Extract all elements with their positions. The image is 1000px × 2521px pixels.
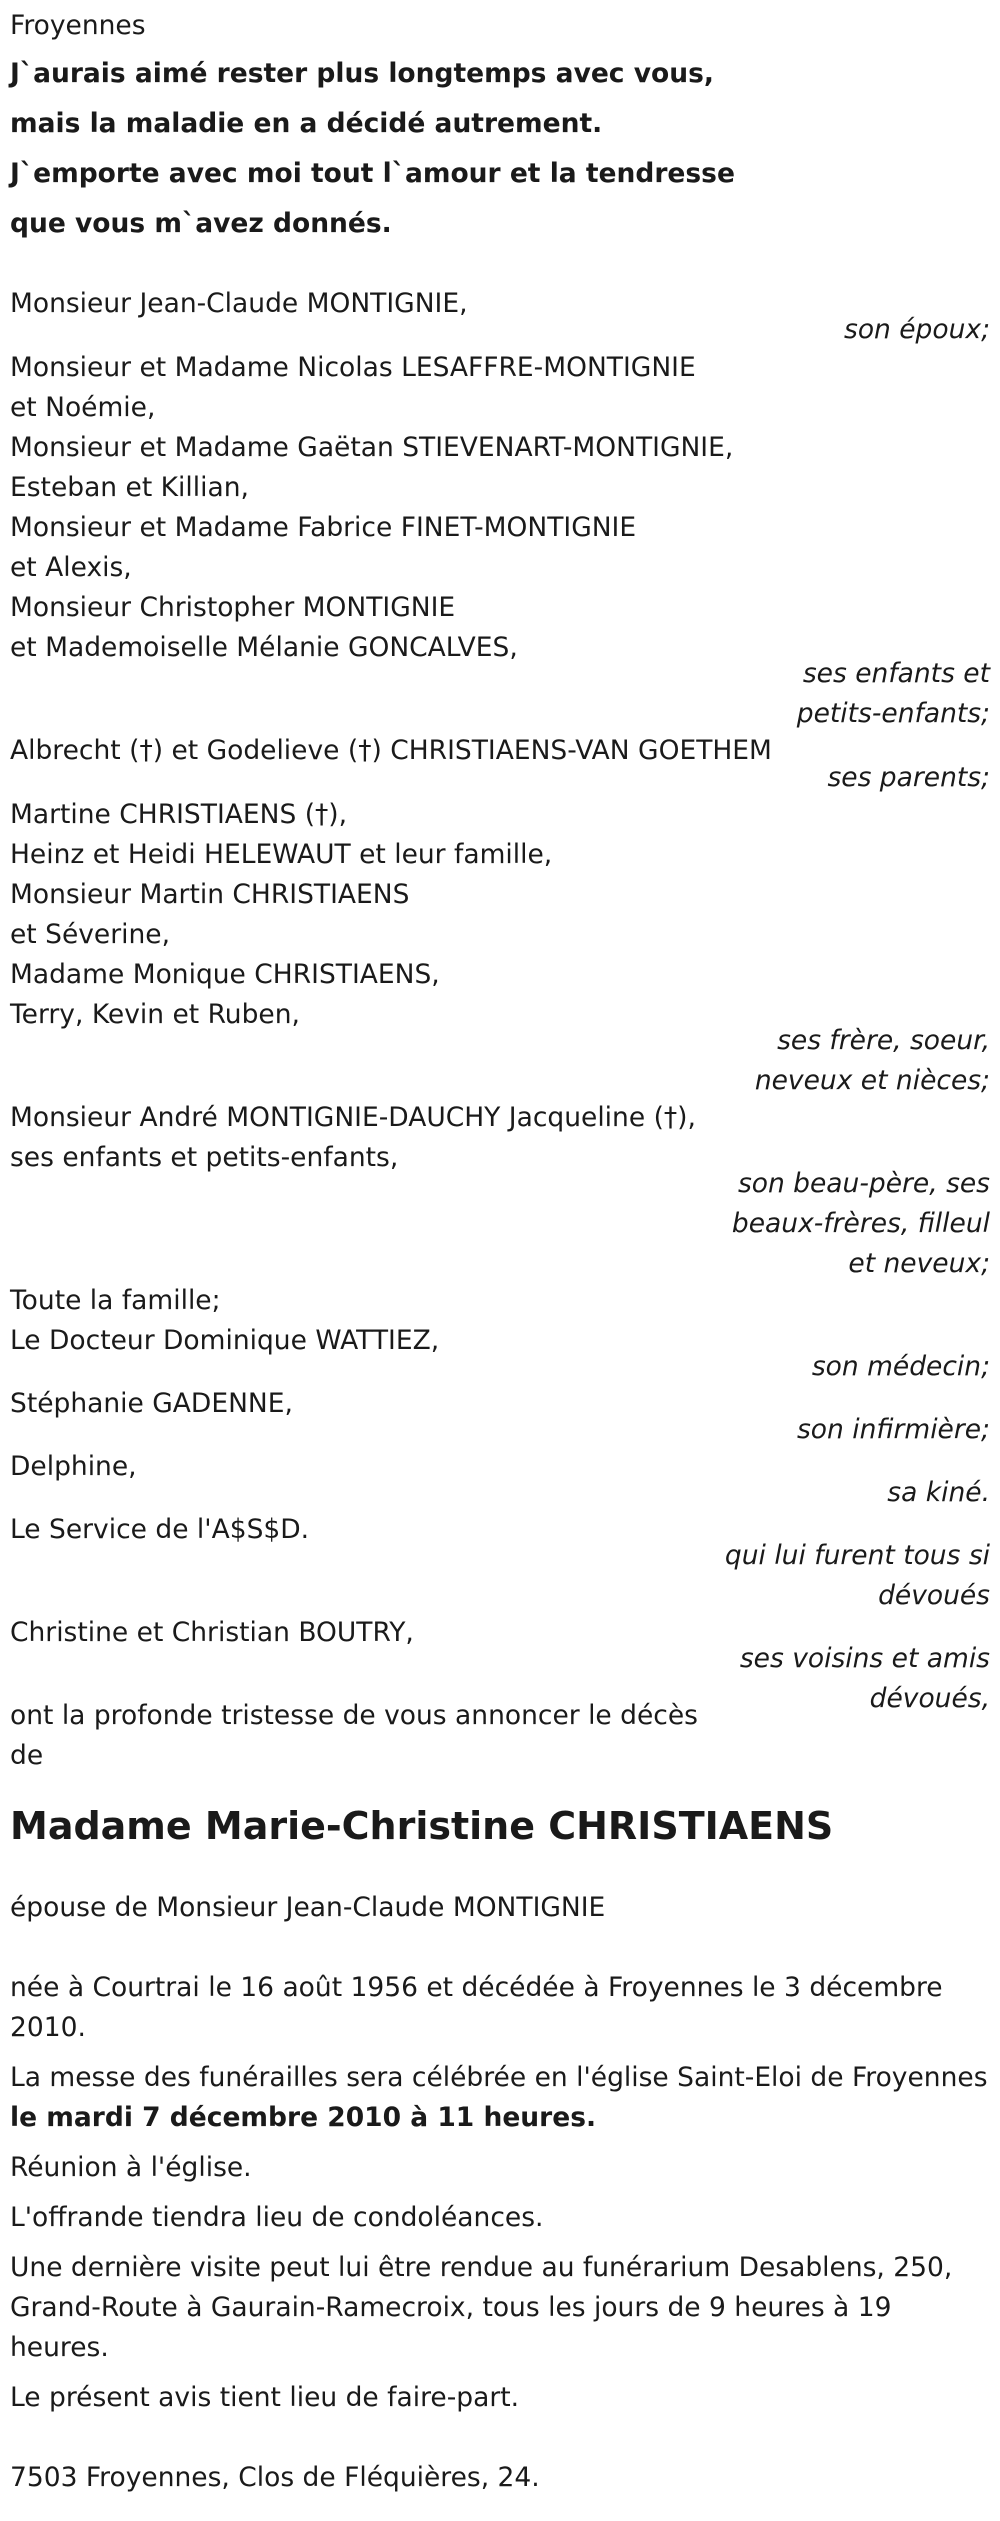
announcement-line: de (10, 1740, 44, 1771)
inlaws-role: et neveux; (848, 1248, 990, 1279)
poem-line: que vous m`avez donnés. (10, 208, 392, 239)
siblings-role: ses frère, soeur, (777, 1025, 990, 1056)
visit-line: Grand-Route à Gaurain-Ramecroix, tous les jours de 9 heures à 19 (10, 2292, 892, 2323)
place-heading: Froyennes (10, 10, 146, 41)
notice-line: Le présent avis tient lieu de faire-part. (10, 2382, 520, 2413)
announcement-line: ont la profonde tristesse de vous annoncer le décès (10, 1700, 698, 1731)
siblings-line: Martine CHRISTIAENS (†), (10, 799, 348, 830)
mass-date: le mardi 7 décembre 2010 à 11 heures. (10, 2102, 597, 2133)
siblings-role: neveux et nièces; (754, 1065, 990, 1096)
siblings-line: Madame Monique CHRISTIAENS, (10, 959, 440, 990)
children-line: et Mademoiselle Mélanie GONCALVES, (10, 632, 518, 663)
mass-line: La messe des funérailles sera célébrée en l'église Saint-Eloi de Froyennes (10, 2062, 988, 2093)
deceased-name: Madame Marie-Christine CHRISTIAENS (10, 1804, 834, 1848)
children-line: Monsieur Christopher MONTIGNIE (10, 592, 456, 623)
address-line: 7503 Froyennes, Clos de Fléquières, 24. (10, 2462, 540, 2493)
physio-name: Delphine, (10, 1451, 137, 1482)
spouse-line: épouse de Monsieur Jean-Claude MONTIGNIE (10, 1892, 606, 1923)
doctor-role: son médecin; (811, 1351, 990, 1382)
inlaws-role: beaux-frères, filleul (731, 1208, 990, 1239)
siblings-line: Terry, Kevin et Ruben, (10, 999, 300, 1030)
birth-death-line: née à Courtrai le 16 août 1956 et décédée à Froyennes le 3 décembre (10, 1972, 943, 2003)
birth-death-line: 2010. (10, 2012, 86, 2043)
children-line: Monsieur et Madame Gaëtan STIEVENART-MONTIGNIE, (10, 432, 734, 463)
poem-line: mais la maladie en a décidé autrement. (10, 108, 603, 139)
inlaws-role: son beau-père, ses (737, 1168, 990, 1199)
visit-line: Une dernière visite peut lui être rendue au funérarium Desablens, 250, (10, 2252, 953, 2283)
children-line: et Noémie, (10, 392, 156, 423)
siblings-line: Monsieur Martin CHRISTIAENS (10, 879, 410, 910)
husband-role: son époux; (844, 314, 990, 345)
doctor-name: Le Docteur Dominique WATTIEZ, (10, 1325, 440, 1356)
neighbours-role: dévoués, (869, 1683, 990, 1714)
service-role: qui lui furent tous si (724, 1540, 990, 1571)
children-role: ses enfants et (802, 658, 990, 689)
siblings-line: Heinz et Heidi HELEWAUT et leur famille, (10, 839, 553, 870)
neighbours-name: Christine et Christian BOUTRY, (10, 1617, 414, 1648)
nurse-role: son infirmière; (796, 1414, 990, 1445)
poem-line: J`emporte avec moi tout l`amour et la tendresse (10, 158, 735, 189)
husband-name: Monsieur Jean-Claude MONTIGNIE, (10, 288, 468, 319)
physio-role: sa kiné. (887, 1477, 990, 1508)
condolences-line: L'offrande tiendra lieu de condoléances. (10, 2202, 544, 2233)
meeting-line: Réunion à l'église. (10, 2152, 252, 2183)
children-line: et Alexis, (10, 552, 132, 583)
children-line: Esteban et Killian, (10, 472, 249, 503)
neighbours-role: ses voisins et amis (739, 1643, 990, 1674)
poem-line: J`aurais aimé rester plus longtemps avec vous, (10, 58, 714, 89)
siblings-line: et Séverine, (10, 919, 171, 950)
children-role: petits-enfants; (796, 698, 990, 729)
visit-line: heures. (10, 2332, 109, 2363)
family-line: Toute la famille; (10, 1285, 221, 1316)
children-line: Monsieur et Madame Fabrice FINET-MONTIGNIE (10, 512, 637, 543)
nurse-name: Stéphanie GADENNE, (10, 1388, 293, 1419)
inlaws-line: Monsieur André MONTIGNIE-DAUCHY Jacqueline (†), (10, 1102, 696, 1133)
parents-role: ses parents; (827, 762, 990, 793)
parents-name: Albrecht (†) et Godelieve (†) CHRISTIAENS-VAN GOETHEM (10, 735, 772, 766)
children-line: Monsieur et Madame Nicolas LESAFFRE-MONTIGNIE (10, 352, 696, 383)
service-role: dévoués (878, 1580, 990, 1611)
service-name: Le Service de l'A$S$D. (10, 1514, 310, 1545)
inlaws-line: ses enfants et petits-enfants, (10, 1142, 399, 1173)
